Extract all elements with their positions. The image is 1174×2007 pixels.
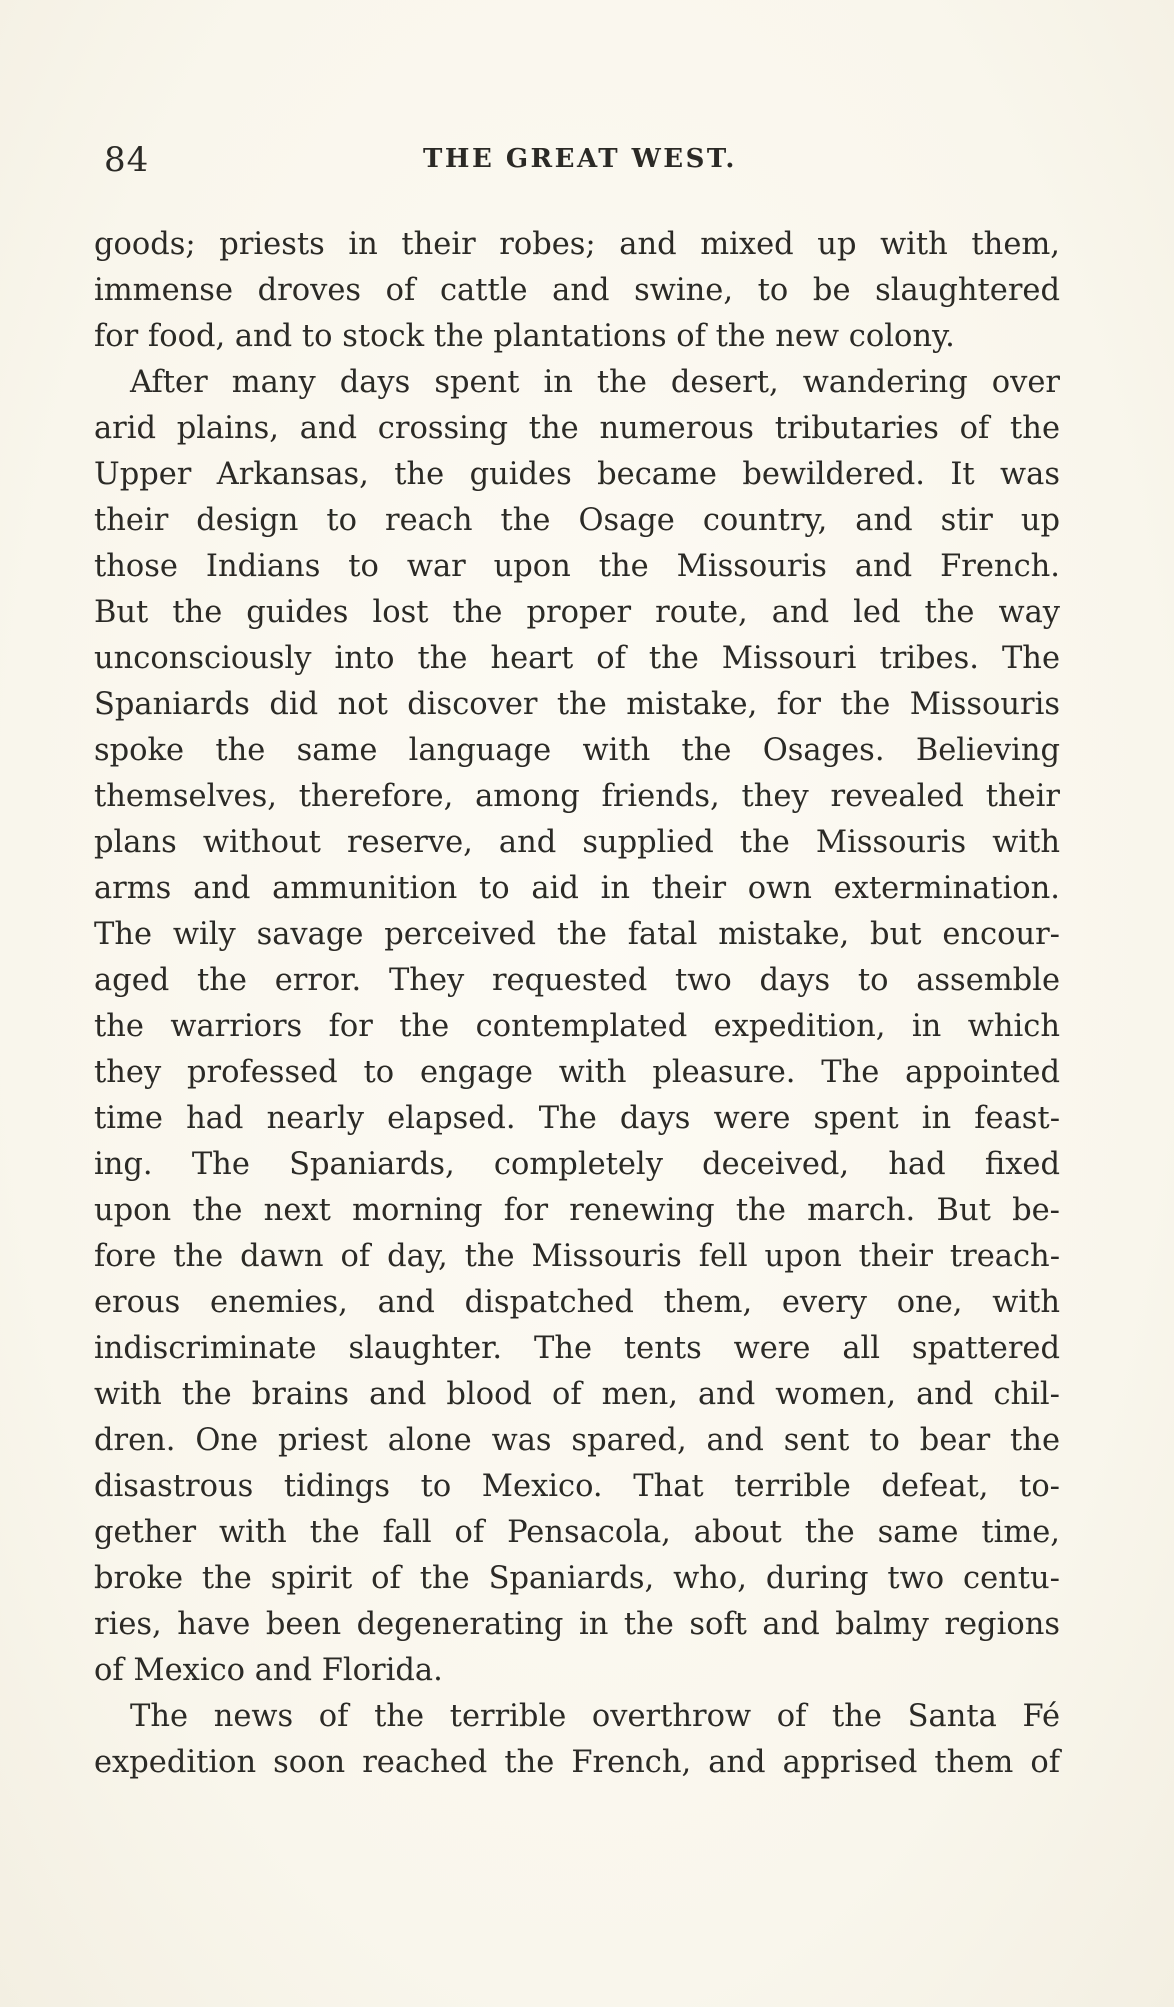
text-line: themselves, therefore, among friends, they revealed their bbox=[94, 779, 1060, 814]
text-line: with the brains and blood of men, and women, and chil- bbox=[94, 1377, 1060, 1412]
text-line: ing. The Spaniards, completely deceived, had fixed bbox=[94, 1147, 1060, 1182]
text-line: indiscriminate slaughter. The tents were all spattered bbox=[94, 1331, 1060, 1366]
text-line: But the guides lost the proper route, and led the way bbox=[94, 595, 1060, 630]
text-line: the warriors for the contemplated expedition, in which bbox=[94, 1009, 1060, 1044]
text-line: unconsciously into the heart of the Missouri tribes. The bbox=[94, 641, 1060, 676]
text-line: upon the next morning for renewing the march. But be- bbox=[94, 1193, 1060, 1228]
text-line: The news of the terrible overthrow of the Santa Fé bbox=[130, 1699, 1060, 1734]
text-line: goods; priests in their robes; and mixed up with them, bbox=[94, 227, 1060, 262]
text-line: broke the spirit of the Spaniards, who, during two centu- bbox=[94, 1561, 1060, 1596]
text-line: Upper Arkansas, the guides became bewildered. It was bbox=[94, 457, 1060, 492]
text-line: arms and ammunition to aid in their own extermination. bbox=[94, 871, 1060, 906]
text-line: those Indians to war upon the Missouris and French. bbox=[94, 549, 1060, 584]
text-line: disastrous tidings to Mexico. That terrible defeat, to- bbox=[94, 1469, 1060, 1504]
text-line: for food, and to stock the plantations of the new colony. bbox=[94, 319, 955, 354]
body-text bbox=[94, 222, 1060, 1786]
text-line: plans without reserve, and supplied the Missouris with bbox=[94, 825, 1060, 860]
page-number: 84 bbox=[104, 140, 150, 180]
running-head bbox=[104, 140, 1056, 180]
text-line: immense droves of cattle and swine, to be slaughtered bbox=[94, 273, 1060, 308]
text-line: spoke the same language with the Osages. Believing bbox=[94, 733, 1060, 768]
text-line: aged the error. They requested two days to assemble bbox=[94, 963, 1060, 998]
text-line: fore the dawn of day, the Missouris fell upon their treach- bbox=[94, 1239, 1060, 1274]
text-line: erous enemies, and dispatched them, every one, with bbox=[94, 1285, 1060, 1320]
text-line: The wily savage perceived the fatal mistake, but encour- bbox=[94, 917, 1060, 952]
text-line: arid plains, and crossing the numerous tributaries of the bbox=[94, 411, 1060, 446]
text-line: expedition soon reached the French, and apprised them of bbox=[94, 1745, 1060, 1780]
running-title: THE GREAT WEST. bbox=[423, 144, 737, 174]
text-line: they professed to engage with pleasure. The appointed bbox=[94, 1055, 1060, 1090]
text-line: dren. One priest alone was spared, and sent to bear the bbox=[94, 1423, 1060, 1458]
text-line: of Mexico and Florida. bbox=[94, 1653, 443, 1688]
text-line: After many days spent in the desert, wandering over bbox=[130, 365, 1060, 400]
text-line: gether with the fall of Pensacola, about the same time, bbox=[94, 1515, 1060, 1550]
text-line: time had nearly elapsed. The days were spent in feast- bbox=[94, 1101, 1060, 1136]
text-line: ries, have been degenerating in the soft and balmy regions bbox=[94, 1607, 1060, 1642]
text-line: their design to reach the Osage country, and stir up bbox=[94, 503, 1060, 538]
text-line: Spaniards did not discover the mistake, for the Missouris bbox=[94, 687, 1060, 722]
